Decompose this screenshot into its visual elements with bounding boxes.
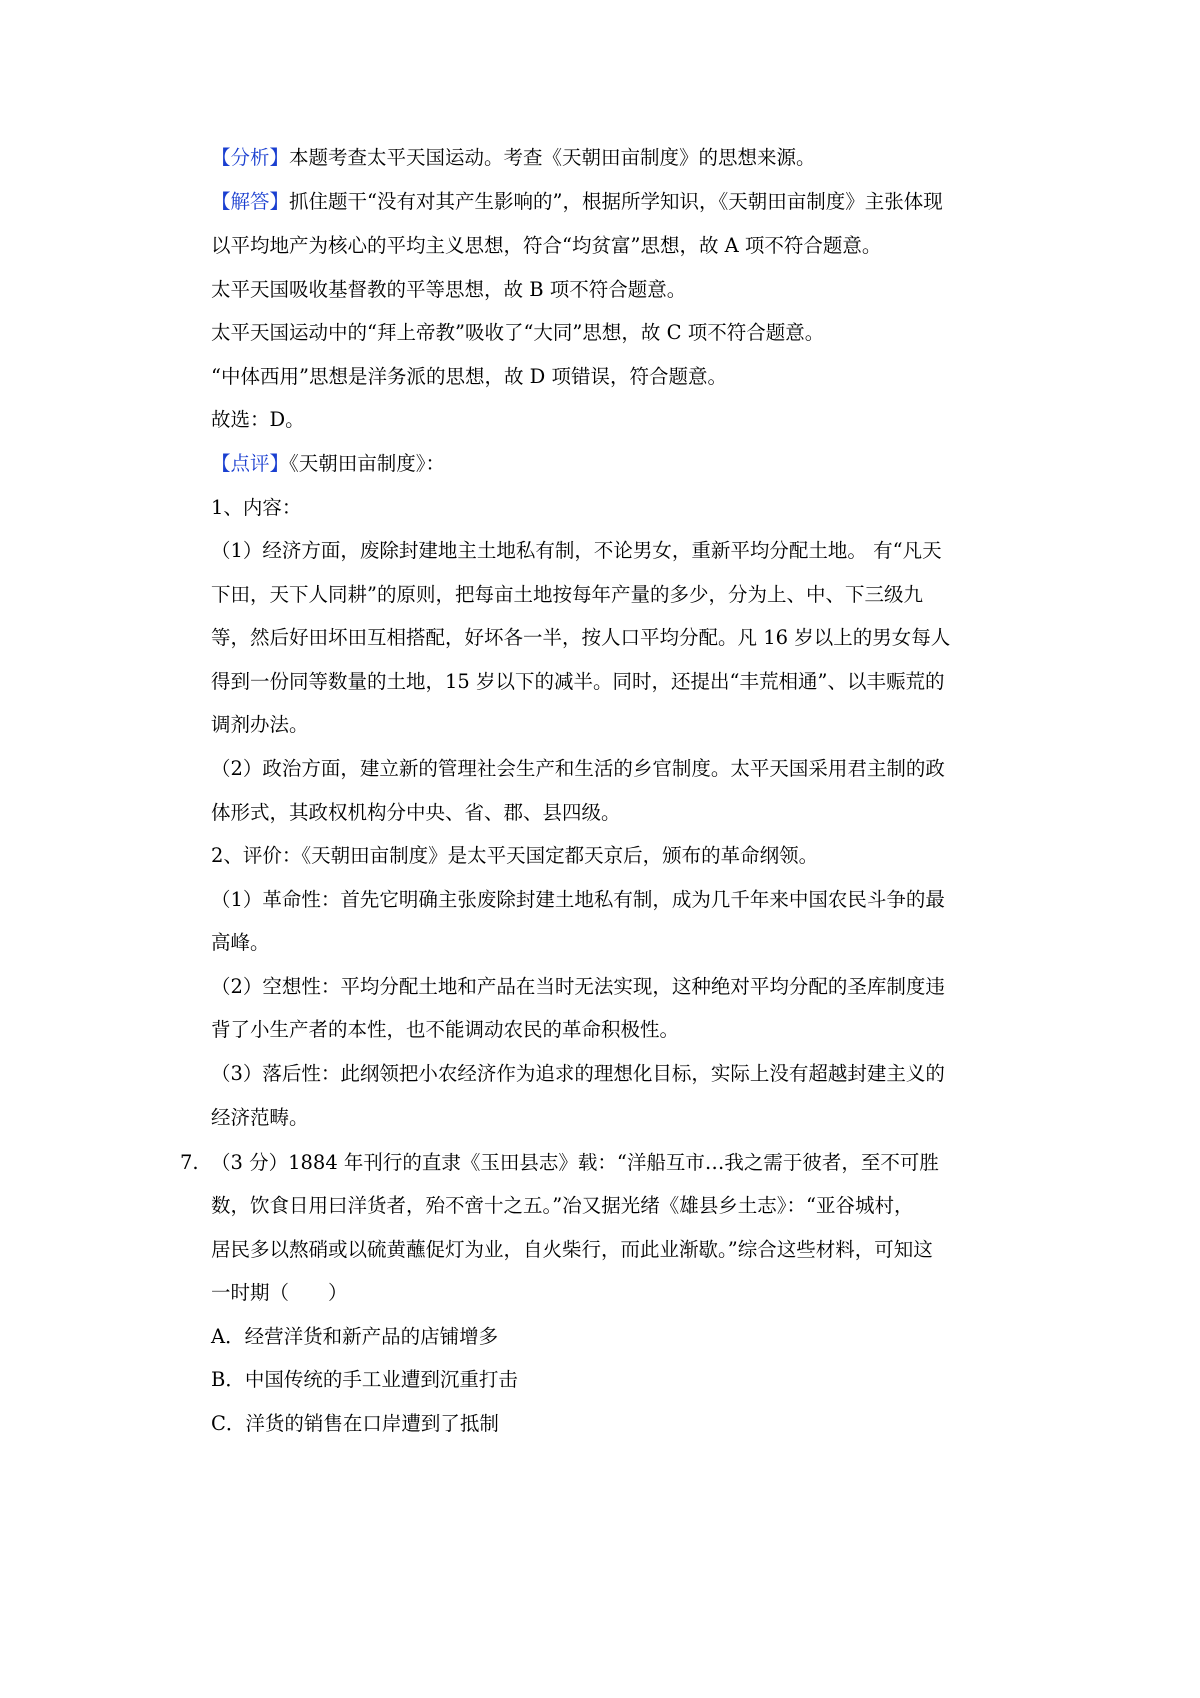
option-a: A．经营洋货和新产品的店铺增多 xyxy=(211,1325,499,1348)
answer-tag: 【解答】 xyxy=(211,190,290,213)
answer-line-1 xyxy=(211,189,943,215)
answer-line-5: “中体西用”思想是洋务派的思想，故 D 项错误，符合题意。 xyxy=(211,365,727,388)
analysis-tag: 【分析】 xyxy=(211,146,290,169)
comment-line-4: 等，然后好田坏田互相搭配，好坏各一半，按人口平均分配。凡 16 岁以上的男女每人 xyxy=(211,626,951,649)
comment-line-3: 下田，天下人同耕”的原则，把每亩土地按每年产量的多少，分为上、中、下三级九 xyxy=(211,583,923,606)
comment-line-15: 经济范畴。 xyxy=(211,1106,309,1129)
option-c: C．洋货的销售在口岸遭到了抵制 xyxy=(211,1412,499,1435)
answer-line-3: 太平天国吸收基督教的平等思想，故 B 项不符合题意。 xyxy=(211,278,687,301)
comment-line-11: 高峰。 xyxy=(211,931,270,954)
question-stem-line-4: 一时期（ ） xyxy=(211,1281,348,1304)
question-stem-line-2: 数，饮食日用曰洋货者，殆不啻十之五。”冶又据光绪《雄县乡土志》：“亚谷城村， xyxy=(211,1194,914,1217)
question-number: 7. xyxy=(180,1151,199,1174)
comment-line-13: 背了小生产者的本性，也不能调动农民的革命积极性。 xyxy=(211,1018,680,1041)
comment-line-8: 体形式，其政权机构分中央、省、郡、县四级。 xyxy=(211,801,621,824)
comment-line-9: 2、评价：《天朝田亩制度》是太平天国定都天京后，颁布的革命纲领。 xyxy=(211,844,819,867)
answer-conclusion: 故选：D。 xyxy=(211,408,305,431)
option-b: B．中国传统的手工业遭到沉重打击 xyxy=(211,1368,518,1391)
answer-line-2: 以平均地产为核心的平均主义思想，符合“均贫富”思想，故 A 项不符合题意。 xyxy=(211,234,882,257)
comment-tag: 【点评】 xyxy=(211,452,290,475)
question-stem-line-3: 居民多以熬硝或以硫黄蘸促灯为业，自火柴行，而此业渐歇。”综合这些材料，可知这 xyxy=(211,1238,933,1261)
comment-line xyxy=(211,451,445,477)
comment-line-6: 调剂办法。 xyxy=(211,713,309,736)
comment-line-12: （2）空想性：平均分配土地和产品在当时无法实现，这种绝对平均分配的圣库制度违 xyxy=(211,975,945,998)
answer-text-1: 抓住题干“没有对其产生影响的”，根据所学知识，《天朝田亩制度》主张体现 xyxy=(289,190,943,213)
comment-line-5: 得到一份同等数量的土地，15 岁以下的减半。同时，还提出“丰荒相通”、以丰赈荒的 xyxy=(211,670,945,693)
comment-line-14: （3）落后性：此纲领把小农经济作为追求的理想化目标，实际上没有超越封建主义的 xyxy=(211,1062,945,1085)
comment-line-2: （1）经济方面，废除封建地主土地私有制，不论男女，重新平均分配土地。 有“凡天 xyxy=(211,539,942,562)
analysis-line xyxy=(211,145,816,171)
question-stem-line-1: （3 分）1884 年刊行的直隶《玉田县志》载：“洋船互市…我之需于彼者，至不可胜 xyxy=(211,1151,939,1174)
answer-line-4: 太平天国运动中的“拜上帝教”吸收了“大同”思想，故 C 项不符合题意。 xyxy=(211,321,825,344)
comment-line-7: （2）政治方面，建立新的管理社会生产和生活的乡官制度。太平天国采用君主制的政 xyxy=(211,757,945,780)
analysis-text: 本题考查太平天国运动。考查《天朝田亩制度》的思想来源。 xyxy=(289,146,816,169)
comment-line-1: 1、内容： xyxy=(211,496,302,519)
comment-title: 《天朝田亩制度》： xyxy=(289,452,446,475)
comment-line-10: （1）革命性：首先它明确主张废除封建土地私有制，成为几千年来中国农民斗争的最 xyxy=(211,888,945,911)
